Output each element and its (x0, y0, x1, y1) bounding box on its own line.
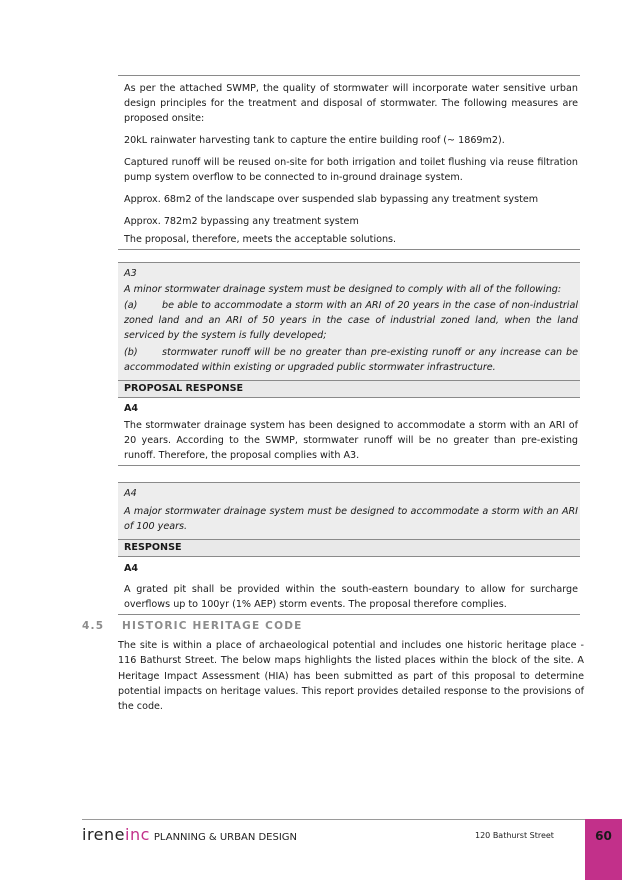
acceptable-solution-a3 (118, 263, 580, 380)
swmp-intro-paragraph: As per the attached SWMP, the quality of stormwater will incorporate water sensitive urban design principles for the treatment and disposal of stormwater. The following measures are proposed onsite: (124, 83, 578, 124)
stormwater-quality-response (118, 75, 580, 250)
footer-divider (82, 819, 586, 820)
measure-item: Captured runoff will be reused on-site for both irrigation and toilet flushing via reuse filtration pump system overflow to be connected to in-ground drainage system. (124, 157, 578, 183)
minor-drainage-block (118, 262, 580, 466)
conclusion-text: The proposal, therefore, meets the acceptable solutions. (124, 234, 397, 245)
item-text: stormwater runoff will be no greater than pre-existing runoff or any increase can be accommodated within existing or upgraded public stormwater infrastructure. (124, 347, 578, 373)
measure-item: 20kL rainwater harvesting tank to capture the entire building roof (~ 1869m2). (124, 135, 505, 146)
section-title: HISTORIC HERITAGE CODE (122, 620, 303, 632)
solution-item-b (118, 345, 580, 375)
brand-logo (82, 825, 297, 844)
major-drainage-block (118, 482, 580, 615)
proposal-response-header: PROPOSAL RESPONSE (118, 380, 580, 398)
response-header: RESPONSE (118, 539, 580, 557)
item-label: (a) (124, 300, 138, 311)
solution-text: A major stormwater drainage system must be designed to accommodate a storm with an ARI of 100 years. (124, 506, 578, 532)
solution-intro: A minor stormwater drainage system must be designed to comply with all of the following: (124, 284, 562, 295)
response-text: A grated pit shall be provided within the south-eastern boundary to allow for surcharge overflows up to 100yr (1% AEP) storm events. The proposal therefore complies. (124, 584, 578, 610)
section-number: 4.5 (82, 620, 105, 632)
footer-address: 120 Bathurst Street (475, 831, 554, 840)
section-body: The site is within a place of archaeological potential and includes one historic heritage place - 116 Bathurst Street. The below maps highlights the listed places within the block of the site. A Heritage Impact Assessment (HIA) has been submitted as part of this proposal to determine potential impacts on heritage values. This report provides detailed response to the provisions of the code. (118, 640, 584, 713)
response-code: A4 (124, 403, 139, 414)
page-number-box (585, 819, 622, 880)
item-label: (b) (124, 347, 138, 358)
solution-code: A4 (124, 488, 137, 499)
proposal-response-body (118, 398, 580, 465)
acceptable-solution-a4 (118, 483, 580, 539)
item-text: be able to accommodate a storm with an ARI of 20 years in the case of non-industrial zoned land and an ARI of 50 years in the case of industrial zoned land, when the land serviced by the system is fully developed; (124, 300, 578, 341)
response-body (118, 557, 580, 614)
brand-tagline: PLANNING & URBAN DESIGN (153, 832, 298, 843)
page-number: 60 (595, 829, 612, 843)
measure-item: Approx. 782m2 bypassing any treatment system (124, 216, 359, 227)
brand-name-part1: irene (82, 825, 125, 844)
response-text: The stormwater drainage system has been designed to accommodate a storm with an ARI of 20 years. According to the SWMP, stormwater runoff will be no greater than pre-existing runoff. Therefore, the proposal complies with A3. (124, 420, 578, 461)
response-code: A4 (124, 563, 139, 574)
solution-item-a (118, 298, 580, 343)
brand-name-part2: inc (125, 825, 150, 844)
measure-item: Approx. 68m2 of the landscape over suspended slab bypassing any treatment system (124, 194, 539, 205)
section-heading (82, 620, 303, 632)
solution-code: A3 (124, 268, 137, 279)
